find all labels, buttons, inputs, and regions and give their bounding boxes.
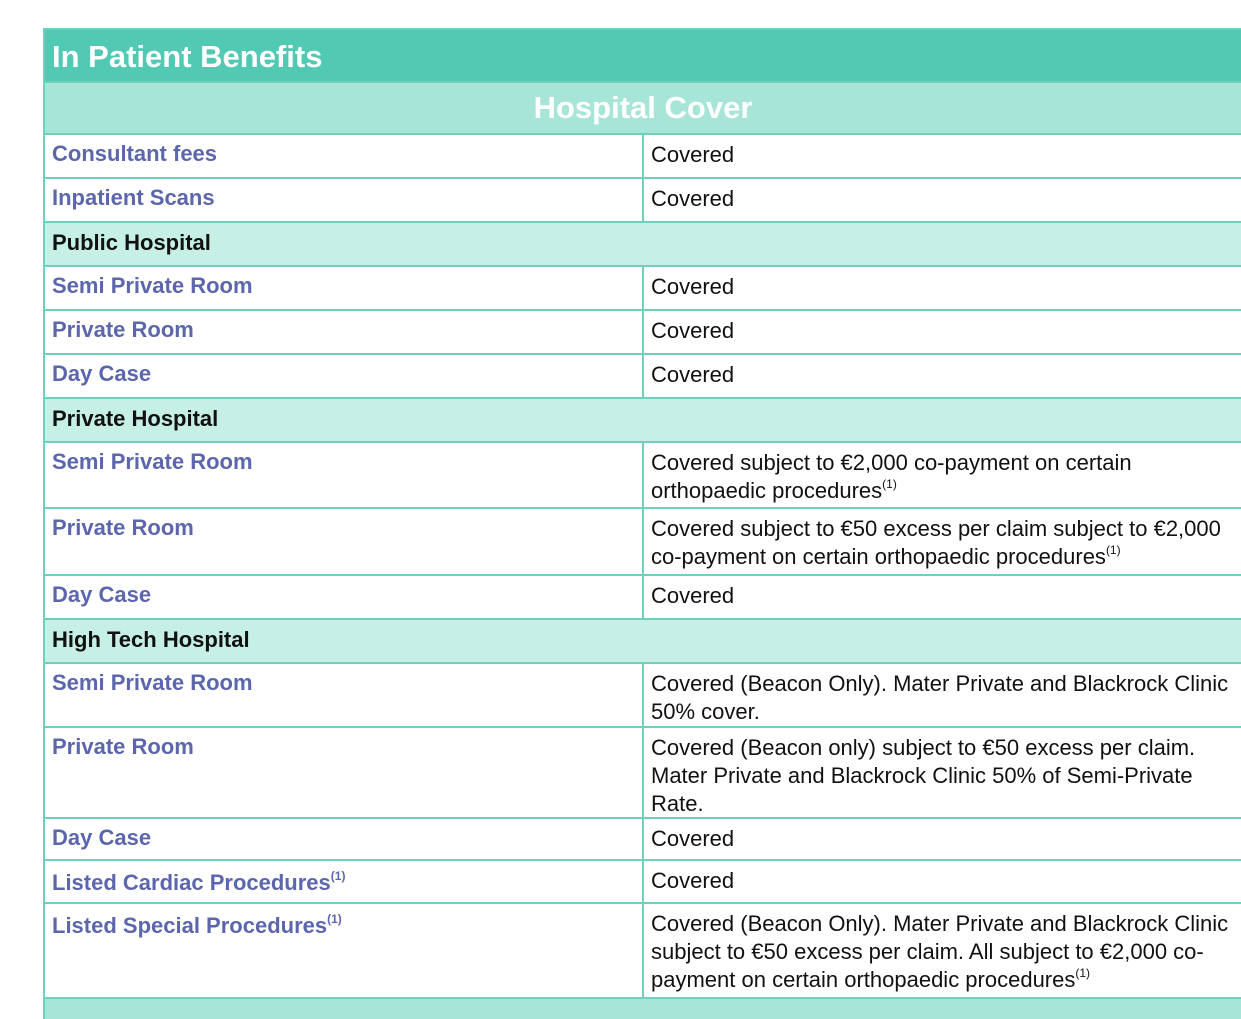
benefits-table (43, 28, 1241, 1019)
table-row (45, 355, 1241, 399)
section-header: Hospital Cover (45, 83, 1241, 135)
group-header: Public Hospital (45, 223, 1241, 267)
table-row (45, 311, 1241, 355)
benefit-label (45, 861, 644, 902)
footnote-ref: (1) (330, 869, 346, 883)
table-row (45, 576, 1241, 620)
footnote-ref: (1) (1105, 543, 1121, 557)
benefit-value: Covered (651, 868, 735, 893)
table-row (45, 664, 1241, 728)
benefit-value: Covered (Beacon Only). Mater Private and Blackrock Clinic 50% cover. (651, 671, 1229, 724)
benefit-value: Covered (651, 274, 735, 299)
benefit-label: Private Room (45, 509, 644, 574)
footnote-ref: (1) (882, 477, 897, 491)
benefit-value: Covered (Beacon only) subject to €50 excess per claim. Mater Private and Blackrock Clinic 50% of Semi-Private Rate. (651, 735, 1196, 816)
benefit-label: Day Case (45, 355, 644, 397)
label-text: Listed Special Procedures (52, 913, 328, 938)
table-row (45, 819, 1241, 861)
table-row (45, 904, 1241, 999)
next-section-bar (45, 999, 1241, 1019)
table-row (45, 861, 1241, 904)
benefit-value (644, 904, 1241, 997)
benefit-label: Private Room (45, 311, 644, 353)
table-row (45, 135, 1241, 179)
benefit-value (644, 509, 1241, 574)
benefit-label (45, 904, 644, 997)
benefit-value: Covered (651, 362, 735, 387)
table-row (45, 443, 1241, 509)
table-row (45, 509, 1241, 576)
benefit-label: Semi Private Room (45, 443, 644, 507)
table-row (45, 179, 1241, 223)
benefit-label: Private Room (45, 728, 644, 817)
benefit-label: Consultant fees (45, 135, 644, 177)
table-row (45, 267, 1241, 311)
benefit-label: Day Case (45, 576, 644, 618)
benefit-value: Covered (651, 186, 735, 211)
value-text: Covered (Beacon Only). Mater Private and Blackrock Clinic subject to €50 excess per claim. All subject to €2,000 co-payment on certain orthopaedic procedures (651, 911, 1229, 992)
benefit-value: Covered (651, 583, 735, 608)
footnote-ref: (1) (327, 912, 342, 926)
benefit-value: Covered (651, 142, 735, 167)
group-header: Private Hospital (45, 399, 1241, 443)
benefit-value (644, 443, 1241, 507)
label-text: Listed Cardiac Procedures (52, 870, 331, 895)
benefit-label: Semi Private Room (45, 267, 644, 309)
benefit-label: Inpatient Scans (45, 179, 644, 221)
table-row (45, 728, 1241, 819)
value-text: Covered subject to €50 excess per claim subject to €2,000 co-payment on certain orthopaedic procedures (651, 516, 1221, 569)
benefit-value: Covered (651, 826, 735, 851)
table-title: In Patient Benefits (45, 30, 1241, 83)
benefit-value: Covered (651, 318, 735, 343)
benefit-label: Semi Private Room (45, 664, 644, 726)
benefit-label: Day Case (45, 819, 644, 859)
value-text: Covered subject to €2,000 co-payment on certain orthopaedic procedures (651, 450, 1132, 503)
footnote-ref: (1) (1075, 966, 1091, 980)
group-header: High Tech Hospital (45, 620, 1241, 664)
